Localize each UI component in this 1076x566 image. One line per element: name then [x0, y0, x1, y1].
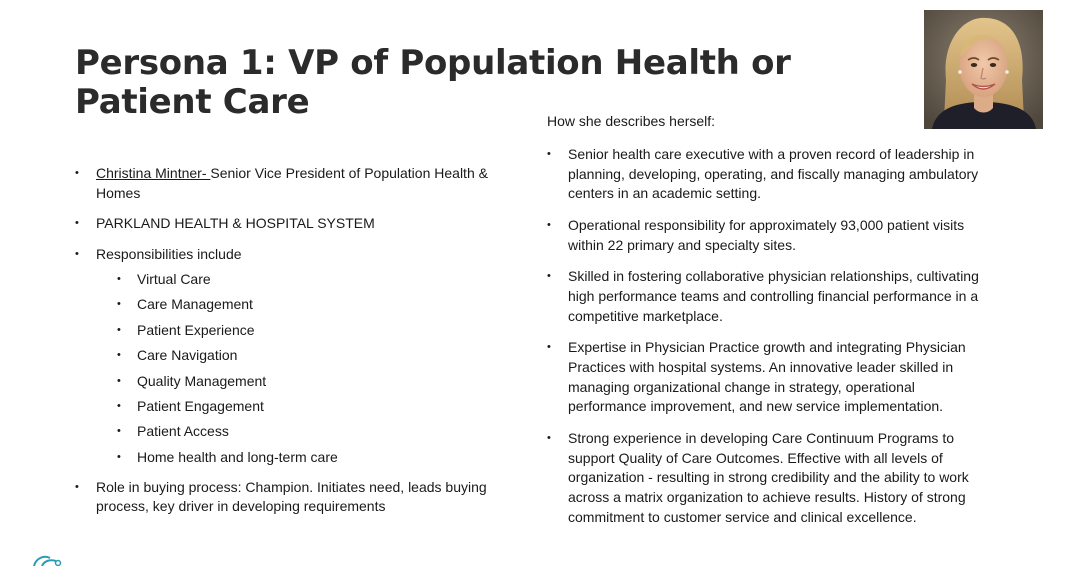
list-item-responsibilities: [75, 245, 505, 467]
self-description-item: • Operational responsibility for approximately 93,000 patient visits within 22 primary and specialty sites.: [547, 216, 992, 256]
self-description-item: • Expertise in Physician Practice growth and integrating Physician Practices with hospital systems. An innovative leader skilled in managing organizational change in strategy, operational performance improvement, and new service implementation.: [547, 338, 992, 417]
responsibility-item: • Care Management: [96, 295, 505, 314]
persona-name-link[interactable]: Christina Mintner-: [96, 165, 211, 181]
responsibility-item: • Patient Engagement: [96, 397, 505, 416]
logo-swirl: [32, 553, 64, 566]
list-item-name: [75, 164, 505, 203]
self-description-item: • Senior health care executive with a proven record of leadership in planning, developing, operating, and fiscally managing ambulatory centers in an academic setting.: [547, 145, 992, 204]
brand-logo-icon: [32, 553, 64, 566]
headshot-illustration: [924, 10, 1043, 129]
headshot-photo: [924, 10, 1043, 129]
persona-details: [75, 164, 505, 517]
title-line-2: Patient Care: [75, 82, 310, 122]
responsibility-item: • Patient Experience: [96, 321, 505, 340]
persona-title: Senior Vice President of Population Health & Homes: [96, 165, 488, 201]
responsibility-item: • Virtual Care: [96, 270, 505, 289]
buying-role-text: Role in buying process: Champion. Initiates need, leads buying process, key driver in developing requirements: [96, 478, 487, 515]
organization-name: PARKLAND HEALTH & HOSPITAL SYSTEM: [96, 215, 375, 231]
self-description-item: • Skilled in fostering collaborative physician relationships, cultivating high performance teams and controlling financial performance in a competitive marketplace.: [547, 267, 992, 326]
self-description-item: • Strong experience in developing Care Continuum Programs to support Quality of Care Outcomes. Effective with all levels of organization - resulting in strong credibility and the ability to work across a matrix organization to achieve results. History of strong commitment to customer service and clinical excellence.: [547, 429, 992, 528]
responsibility-item: • Quality Management: [96, 372, 505, 391]
list-item-organization: [75, 214, 505, 234]
self-description: [547, 112, 992, 528]
persona-bullet-list: [75, 164, 505, 517]
slide-number-mark: [1008, 560, 1042, 566]
self-description-list: [547, 145, 992, 528]
list-item-buying-role: [75, 478, 505, 517]
responsibility-item: • Care Navigation: [96, 346, 505, 365]
responsibility-item: • Patient Access: [96, 422, 505, 441]
responsibilities-list: [96, 270, 505, 467]
responsibility-item: • Home health and long-term care: [96, 448, 505, 467]
slide-title: [75, 44, 795, 122]
title-line-1: Persona 1: VP of Population Health or: [75, 43, 791, 83]
self-description-heading: How she describes herself:: [547, 113, 716, 129]
responsibilities-heading: Responsibilities include: [96, 245, 242, 262]
